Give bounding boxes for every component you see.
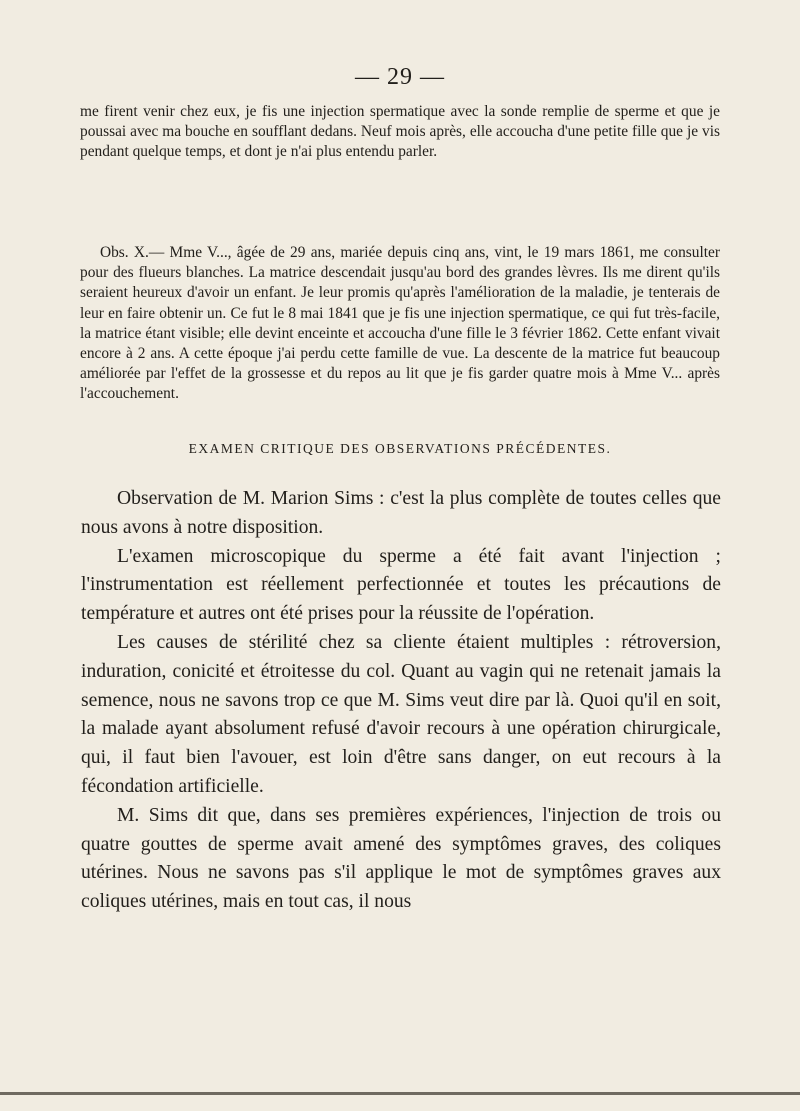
continuation-block [80, 102, 720, 163]
body-paragraph-2: L'examen microscopique du sperme a été fait avant l'injection ; l'instrumentation est réellement perfectionnée et toutes les précautions de température et autres ont été prises pour la réussite de l'opération. [81, 545, 721, 625]
section-heading: EXAMEN CRITIQUE DES OBSERVATIONS PRÉCÉDENTES. [188, 441, 612, 456]
observation-x-paragraph: Obs. X.— Mme V..., âgée de 29 ans, mariée depuis cinq ans, vint, le 19 mars 1861, me consulter pour des flueurs blanches. La matrice descendait jusqu'au bord des grandes lèvres. Ils me dirent qu'ils seraient heureux d'avoir un enfant. Je leur promis qu'après l'amélioration de la maladie, je tenterais de leur en faire obtenir un. Ce fut le 8 mai 1841 que je fis une injection spermatique, ce qui fut très-facile, la matrice étant visible; elle devint enceinte et accoucha d'une fille le 3 février 1862. Cette enfant vivait encore à 2 ans. A cette époque j'ai perdu cette famille de vue. La descente de la matrice fut beaucoup améliorée par l'effet de la grossesse et du repos au lit que je fis garder quatre mois à Mme V... après l'accouchement. [80, 244, 720, 403]
body-paragraph-3: Les causes de stérilité chez sa cliente étaient multiples : rétroversion, induration, conicité et étroitesse du col. Quant au vagin qui ne retenait jamais la semence, nous ne savons trop ce que M. Sims veut dire par là. Quoi qu'il en soit, la malade ayant absolument refusé d'avoir recours à une opération chirurgicale, qui, il faut bien l'avouer, est loin d'être sans danger, on eut recours à la fécondation artificielle. [81, 631, 721, 797]
page-bottom-edge [0, 1092, 800, 1095]
observation-x-block [80, 243, 720, 405]
body-paragraph-4: M. Sims dit que, dans ses premières expériences, l'injection de trois ou quatre gouttes de sperme avait amené des symptômes graves, des coliques utérines. Nous ne savons pas s'il applique le mot de symptômes graves aux coliques utérines, mais en tout cas, il nous [81, 804, 721, 913]
continuation-paragraph: me firent venir chez eux, je fis une injection spermatique avec la sonde remplie de sperme et que je poussai avec ma bouche en soufflant dedans. Neuf mois après, elle accoucha d'une petite fille que je vis pendant quelque temps, et dont je n'ai plus entendu parler. [80, 103, 720, 161]
body-paragraph-1: Observation de M. Marion Sims : c'est la plus complète de toutes celles que nous avons à notre disposition. [81, 488, 721, 538]
main-text [81, 485, 721, 917]
page-number: — 29 — [355, 64, 445, 90]
